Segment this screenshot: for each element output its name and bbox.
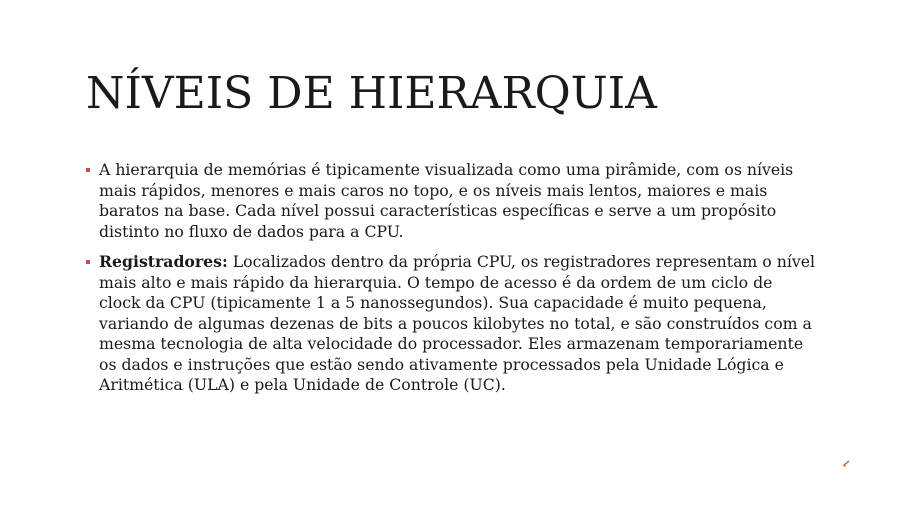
square-bullet-icon [86, 260, 90, 264]
square-bullet-icon [86, 168, 90, 172]
slide-title: NÍVEIS DE HIERARQUIA [86, 68, 657, 119]
bullet-text: Localizados dentro da própria CPU, os registradores representam o nível mais alto e mais rápido da hierarquia. O tempo de acesso é da ordem de um ciclo de clock da CPU (tipicamente 1 a 5 nanossegundos). Sua capacidade é muito pequena, variando de algumas dezenas de bits a poucos kilobytes no total, e são construídos com a mesma tecnologia de alta velocidade do processador. Eles armazenam temporariamente os dados e instruções que estão sendo ativamente processados pela Unidade Lógica e Aritmética (ULA) e pela Unidade de Controle (UC). [99, 252, 816, 394]
bullet-item-intro [86, 160, 816, 242]
bullet-label: Registradores: [99, 252, 228, 271]
slide-content [86, 160, 816, 406]
bullet-item-registradores [86, 252, 816, 396]
bullet-text: A hierarquia de memórias é tipicamente visualizada como uma pirâmide, com os níveis mais rápidos, menores e mais caros no topo, e os níveis mais lentos, maiores e mais baratos na base. Cada nível possui características específicas e serve a um propósito distinto no fluxo de dados para a CPU. [99, 160, 794, 241]
corner-accent-icon [841, 458, 851, 468]
